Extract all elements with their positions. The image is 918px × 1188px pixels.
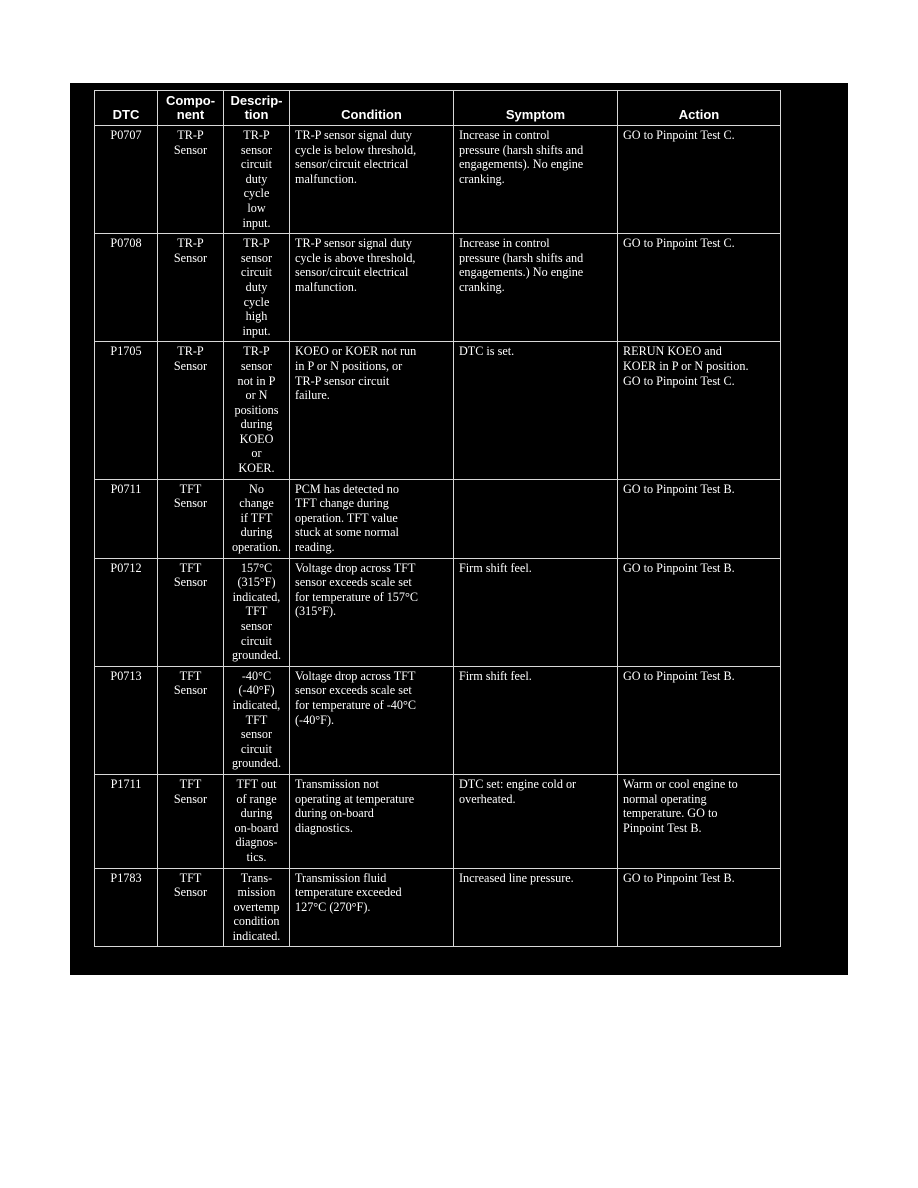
component-cell [158,234,224,342]
description-cell [224,666,290,774]
description-cell [224,479,290,558]
cell-line: DTC is set. [459,344,515,359]
cell-line: P0712 [110,560,142,575]
cell-line: TR-P [243,236,270,251]
symptom-cell [454,558,618,666]
cell-line: circuit [240,633,273,648]
cell-line: GO to Pinpoint Test C. [623,236,735,251]
cell-line: or [251,446,262,461]
cell-line: indicated. [232,928,281,943]
cell-line: for temperature of -40°C [295,697,416,712]
condition-cell [290,126,454,234]
condition-cell [290,868,454,947]
cell-line: (315°F). [295,604,337,619]
cell-line: engagements.) No engine [459,265,584,280]
cell-line: Sensor [173,885,208,900]
cell-line: TFT [179,560,202,575]
cell-line: Sensor [173,142,208,157]
header-condition: Condition [290,91,454,126]
cell-line: Sensor [173,496,208,511]
cell-line: for temperature of 157°C [295,589,418,604]
cell-line: P0711 [110,481,142,496]
cell-line: RERUN KOEO and [623,344,722,359]
header-dtc: DTC [95,91,158,126]
header-component: Compo- nent [158,91,224,126]
cell-line: cranking. [459,171,505,186]
cell-line: operation. TFT value [295,510,398,525]
action-cell [618,558,781,666]
cell-line: Pinpoint Test B. [623,820,702,835]
cell-line: overheated. [459,791,516,806]
cell-line: cycle is below threshold, [295,142,417,157]
description-cell [224,234,290,342]
component-cell [158,342,224,479]
cell-line: sensor/circuit electrical [295,265,409,280]
action-cell [618,774,781,868]
action-cell [618,479,781,558]
cell-line: TFT [245,712,268,727]
cell-line: sensor/circuit electrical [295,157,409,172]
cell-line: TR-P [243,344,270,359]
cell-line: Sensor [173,250,208,265]
cell-line: sensor exceeds scale set [295,575,412,590]
symptom-cell [454,342,618,479]
cell-line: DTC set: engine cold or [459,776,577,791]
cell-line: Increase in control [459,236,550,251]
cell-line: or N [245,388,268,403]
cell-line: GO to Pinpoint Test B. [623,481,735,496]
cell-line: circuit [240,741,273,756]
dtc-code-cell [95,342,158,479]
table-row [95,868,781,947]
dtc-code-cell [95,774,158,868]
table-row [95,342,781,479]
cell-line: sensor [240,727,273,742]
cell-line: sensor [240,142,273,157]
cell-line: grounded. [231,648,282,663]
cell-line: GO to Pinpoint Test B. [623,560,735,575]
cell-line: TR-P [243,128,270,142]
cell-line: GO to Pinpoint Test B. [623,668,735,683]
cell-line: positions [234,402,279,417]
cell-line: duty [245,279,268,294]
cell-line: -40°C [241,668,272,683]
cell-line: Warm or cool engine to [623,776,738,791]
dtc-code-cell [95,479,158,558]
dtc-table [94,90,781,947]
cell-line: P1711 [110,776,142,791]
table-row [95,666,781,774]
cell-line: (-40°F) [238,683,275,698]
cell-line: if TFT [240,510,273,525]
condition-cell [290,774,454,868]
action-cell [618,126,781,234]
cell-line: not in P [237,373,276,388]
cell-line: input. [242,323,271,338]
cell-line: Voltage drop across TFT [295,668,416,683]
cell-line: during [240,525,273,540]
component-cell [158,126,224,234]
table-row [95,479,781,558]
cell-line: in P or N positions, or [295,358,403,373]
description-cell [224,774,290,868]
header-action: Action [618,91,781,126]
component-cell [158,558,224,666]
cell-line: KOEO or KOER not run [295,344,417,359]
cell-line: GO to Pinpoint Test C. [623,128,735,142]
cell-line: during on-board [295,806,374,821]
cell-line: on-board [234,820,279,835]
description-cell [224,558,290,666]
cell-line: Increased line pressure. [459,870,574,885]
table-body [95,126,781,947]
cell-line: cycle [243,186,270,201]
cell-line: Sensor [173,575,208,590]
cell-line: overtemp [233,899,280,914]
cell-line: GO to Pinpoint Test B. [623,870,735,885]
cell-line: low [247,200,266,215]
cell-line: TR-P [177,128,204,142]
dtc-code-cell [95,666,158,774]
cell-line: engagements). No engine [459,157,584,172]
cell-line: TFT [179,870,202,885]
cell-line: Increase in control [459,128,550,142]
cell-line: circuit [240,265,273,280]
table-row [95,774,781,868]
cell-line: KOEO [239,431,274,446]
cell-line: KOER. [238,461,275,476]
table-row [95,126,781,234]
action-cell [618,342,781,479]
cell-line: GO to Pinpoint Test C. [623,373,735,388]
cell-line: Voltage drop across TFT [295,560,416,575]
header-description: Descrip- tion [224,91,290,126]
cell-line: input. [242,215,271,230]
cell-line: PCM has detected no [295,481,399,496]
cell-line: Sensor [173,683,208,698]
cell-line: during [240,806,273,821]
cell-line: Sensor [173,791,208,806]
cell-line: temperature exceeded [295,885,402,900]
condition-cell [290,666,454,774]
dtc-code-cell [95,868,158,947]
symptom-cell [454,666,618,774]
description-cell [224,342,290,479]
dtc-document-sheet [70,83,848,975]
cell-line: indicated, [232,697,281,712]
component-cell [158,666,224,774]
dtc-code-cell [95,126,158,234]
cell-line: malfunction. [295,279,357,294]
cell-line: P0713 [110,668,142,683]
symptom-cell [454,126,618,234]
cell-line: Transmission not [295,776,379,791]
cell-line: TFT [179,668,202,683]
symptom-cell [454,479,618,558]
cell-line: 157°C [240,560,273,575]
cell-line: mission [237,885,276,900]
symptom-cell [454,868,618,947]
condition-cell [290,479,454,558]
cell-line: operation. [231,540,282,555]
cell-line: P0707 [110,128,142,142]
cell-line: TR-P sensor signal duty [295,128,413,142]
condition-cell [290,234,454,342]
cell-line: stuck at some normal [295,525,399,540]
cell-line: Trans- [240,870,273,885]
cell-line: TR-P [177,344,204,359]
cell-line: P1783 [110,870,142,885]
cell-line: TFT change during [295,496,389,511]
component-cell [158,868,224,947]
condition-cell [290,342,454,479]
symptom-cell [454,774,618,868]
cell-line: tics. [246,849,267,864]
cell-line: TR-P sensor signal duty [295,236,413,251]
cell-line: diagnos- [235,835,278,850]
cell-line: TFT out [236,776,277,791]
cell-line: failure. [295,388,330,403]
condition-cell [290,558,454,666]
cell-line: malfunction. [295,171,357,186]
cell-line: sensor [240,619,273,633]
dtc-code-cell [95,234,158,342]
cell-line: grounded. [231,756,282,771]
cell-line: of range [236,791,277,806]
cell-line: cycle [243,294,270,309]
cell-line: temperature. GO to [623,806,718,821]
cell-line: Firm shift feel. [459,668,532,683]
component-cell [158,774,224,868]
cell-line: cranking. [459,279,505,294]
action-cell [618,234,781,342]
action-cell [618,666,781,774]
cell-line: during [240,417,273,432]
cell-line: pressure (harsh shifts and [459,142,584,157]
cell-line: KOER in P or N position. [623,358,749,373]
cell-line: TR-P [177,236,204,251]
symptom-cell [454,234,618,342]
description-cell [224,868,290,947]
cell-line: change [239,496,274,511]
cell-line: sensor [240,250,273,265]
cell-line: No [249,481,264,496]
cell-line: operating at temperature [295,791,415,806]
cell-line: P0708 [110,236,142,251]
cell-line: (-40°F). [295,712,335,727]
component-cell [158,479,224,558]
cell-line: TFT [245,604,268,619]
cell-line: normal operating [623,791,707,806]
cell-line: TR-P sensor circuit [295,373,390,388]
cell-line: cycle is above threshold, [295,250,416,265]
cell-line: P1705 [110,344,142,359]
cell-line: diagnostics. [295,820,353,835]
cell-line: Firm shift feel. [459,560,532,575]
cell-line: TFT [179,481,202,496]
cell-line: 127°C (270°F). [295,899,371,914]
cell-line: indicated, [232,589,281,604]
dtc-code-cell [95,558,158,666]
action-cell [618,868,781,947]
cell-line: (315°F) [237,575,276,590]
description-cell [224,126,290,234]
cell-line: reading. [295,540,335,555]
cell-line: high [245,309,268,324]
header-row [95,91,781,126]
cell-line: sensor [240,358,273,373]
table-row [95,234,781,342]
cell-line: circuit [240,157,273,172]
cell-line: Sensor [173,358,208,373]
cell-line: duty [245,171,268,186]
cell-line: condition [233,914,280,929]
cell-line: sensor exceeds scale set [295,683,412,698]
cell-line: Transmission fluid [295,870,387,885]
cell-line: TFT [179,776,202,791]
cell-line: pressure (harsh shifts and [459,250,584,265]
table-row [95,558,781,666]
header-symptom: Symptom [454,91,618,126]
